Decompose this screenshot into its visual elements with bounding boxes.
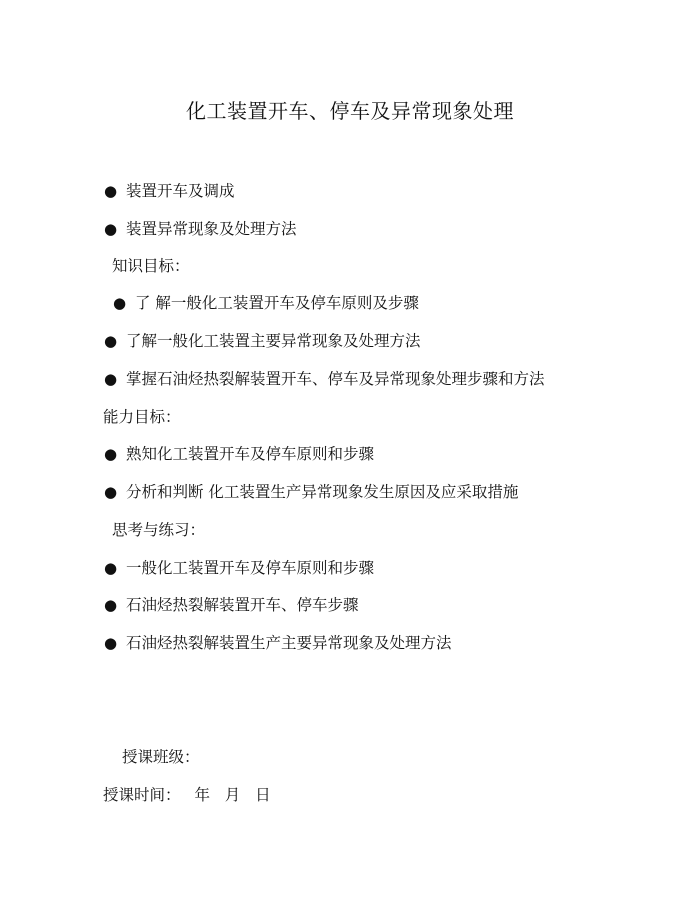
exercise-item (104, 556, 374, 580)
bullet: ● (104, 332, 118, 350)
exercises-heading: 思考与练习： (112, 521, 206, 539)
ability-goal-text: 熟知化工装置开车及停车原则和步骤 (126, 445, 375, 463)
ability-goals-heading: 能力目标： (103, 408, 181, 426)
ability-goal-text: 分析和判断 化工装置生产异常现象发生原因及应采取措施 (126, 483, 519, 501)
topic-text: 装置开车及调成 (126, 182, 235, 200)
document-title: 化工装置开车、停车及异常现象处理 (186, 99, 514, 123)
bullet: ● (104, 182, 118, 200)
bullet: ● (104, 445, 118, 463)
bullet: ● (104, 634, 118, 652)
exercise-text: 石油烃热裂解装置生产主要异常现象及处理方法 (126, 634, 452, 652)
exercise-text: 一般化工装置开车及停车原则和步骤 (126, 559, 375, 577)
bullet: ● (113, 294, 127, 312)
class-label: 授课班级： (122, 748, 200, 766)
topic-text: 装置异常现象及处理方法 (126, 220, 297, 238)
bullet: ● (104, 370, 118, 388)
bullet: ● (104, 483, 118, 501)
exercise-text: 石油烃热裂解装置开车、停车步骤 (126, 596, 359, 614)
ability-goal-item (104, 480, 518, 504)
knowledge-goal-text: 了 解一般化工装置开车及停车原则及步骤 (135, 294, 419, 312)
bullet: ● (104, 596, 118, 614)
knowledge-goal-text: 掌握石油烃热裂解装置开车、停车及异常现象处理步骤和方法 (126, 370, 545, 388)
knowledge-goal-item (113, 291, 419, 315)
bullet: ● (104, 220, 118, 238)
knowledge-goal-item (104, 367, 545, 391)
time-fields: 年 月 日 (194, 786, 271, 804)
knowledge-goal-item (104, 329, 421, 353)
ability-goal-item (104, 442, 374, 466)
bullet: ● (104, 559, 118, 577)
topic-item (104, 179, 235, 203)
topic-item (104, 217, 297, 241)
exercise-item (104, 631, 452, 655)
time-row (103, 783, 271, 807)
time-label: 授课时间： (103, 786, 181, 804)
exercise-item (104, 593, 359, 617)
knowledge-goal-text: 了解一般化工装置主要异常现象及处理方法 (126, 332, 421, 350)
knowledge-goals-heading: 知识目标： (112, 257, 190, 275)
